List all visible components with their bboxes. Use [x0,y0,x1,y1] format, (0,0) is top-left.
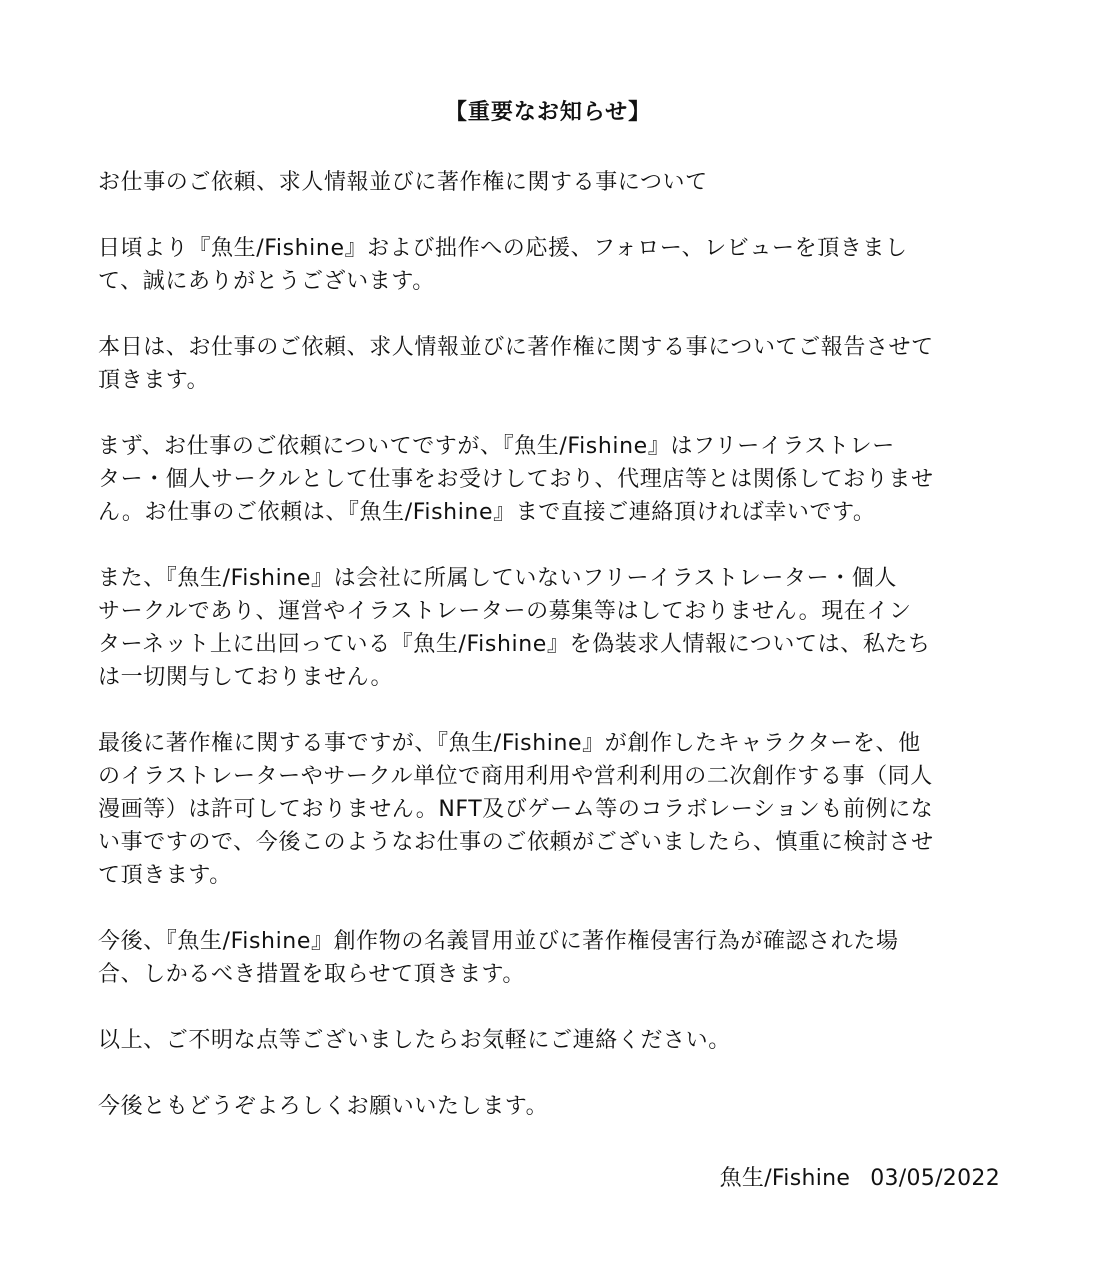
paragraph-measures: 今後、『魚生/Fishine』創作物の名義冒用並びに著作権侵害行為が確認された場 合、しかるべき措置を取らせて頂きます。 [98,929,899,987]
notice-title: 【重要なお知らせ】 [444,100,652,125]
paragraph-work-requests: まず、お仕事のご依頼についてですが、『魚生/Fishine』はフリーイラストレー ター・個人サークルとして仕事をお受けしており、代理店等とは関係しておりませ ん。お仕事のご依頼は、『魚生/Fishine』まで直接ご連絡頂ければ幸いです。 [98,434,934,525]
paragraph-gratitude: 日頃より『魚生/Fishine』および拙作への応援、フォロー、レビューを頂きまし て、誠にありがとうございます。 [98,236,908,294]
paragraph-copyright: 最後に著作権に関する事ですが、『魚生/Fishine』が創作したキャラクターを、他 のイラストレーターやサークル単位で商用利用や営利利用の二次創作する事（同人 漫画等）は許可しておりません。NFT及びゲーム等のコラボレーションも前例にな い事ですので、今後このようなお仕事のご依頼がございましたら、慎重に検討させ て頂きます。 [98,731,934,888]
paragraph-report-intro: 本日は、お仕事のご依頼、求人情報並びに著作権に関する事についてご報告させて 頂きます。 [98,335,934,393]
signature-line [720,1162,1000,1195]
notice-document [98,96,998,1156]
signature-date: 03/05/2022 [870,1166,1000,1191]
signature-author: 魚生/Fishine [719,1166,851,1191]
paragraph-contact: 以上、ご不明な点等ございましたらお気軽にご連絡ください。 [98,1028,731,1053]
paragraph-closing: 今後ともどうぞよろしくお願いいたします。 [98,1094,549,1119]
paragraph-recruitment: また、『魚生/Fishine』は会社に所属していないフリーイラストレーター・個人 サークルであり、運営やイラストレーターの募集等はしておりません。現在イン ターネット上に出回っている『魚生/Fishine』を偽装求人情報については、私たち は一切関与しておりません。 [98,566,931,690]
notice-subject: お仕事のご依頼、求人情報並びに著作権に関する事について [98,170,708,195]
